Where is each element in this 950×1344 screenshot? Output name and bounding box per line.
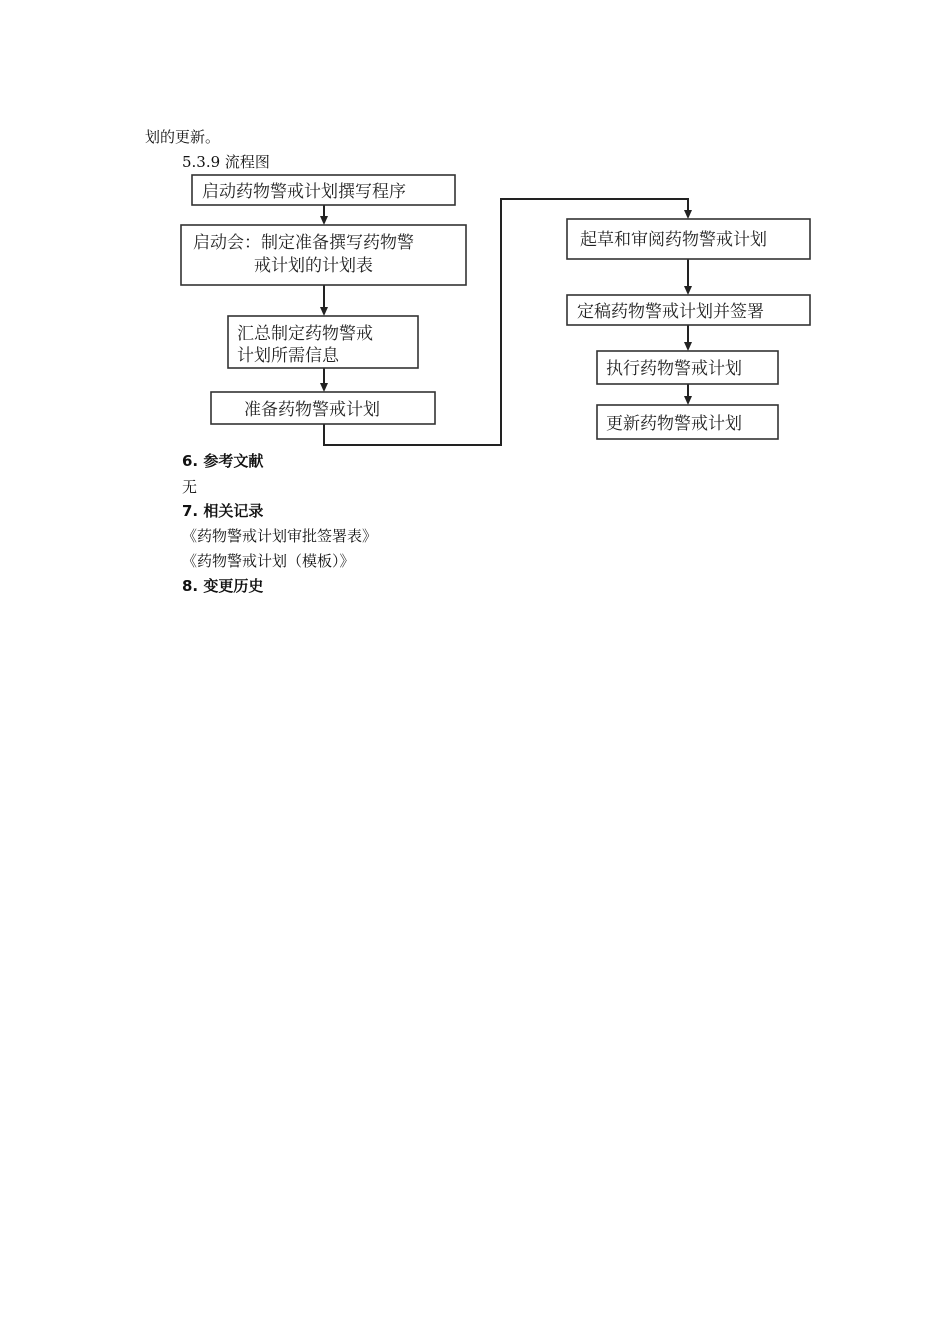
flow-step-text: 启动会：制定准备撰写药物警 <box>193 233 414 253</box>
section-7-heading: 7. 相关记录 <box>182 502 264 520</box>
flow-step-text: 起草和审阅药物警戒计划 <box>580 230 767 250</box>
flow-step-prepare-plan <box>211 392 435 424</box>
flow-step-kickoff-meeting <box>181 225 466 285</box>
flow-step-text: 执行药物警戒计划 <box>606 359 742 379</box>
section-6-heading: 6. 参考文献 <box>182 452 264 470</box>
flow-step-text: 更新药物警戒计划 <box>606 414 742 434</box>
flow-step-execute <box>597 351 778 384</box>
arrowhead-r1-r2 <box>684 286 692 295</box>
flow-step-finalize-sign <box>567 295 810 325</box>
flow-step-text: 汇总制定药物警戒 <box>237 324 373 344</box>
arrowhead-r2-r3 <box>684 342 692 351</box>
arrowhead-l3-l4 <box>320 383 328 392</box>
record-item: 《药物警戒计划（模板）》 <box>182 552 355 570</box>
flowchart <box>0 0 950 470</box>
flow-step-text: 启动药物警戒计划撰写程序 <box>202 182 406 202</box>
arrowhead-l1-l2 <box>320 216 328 225</box>
flow-step-text: 戒计划的计划表 <box>254 256 373 276</box>
section-8-heading: 8. 变更历史 <box>182 577 264 595</box>
flow-step-start-procedure <box>192 175 455 205</box>
flow-step-text: 定稿药物警戒计划并签署 <box>577 302 764 322</box>
arrowhead-r3-r4 <box>684 396 692 405</box>
flow-step-update <box>597 405 778 439</box>
record-item: 《药物警戒计划审批签署表》 <box>182 527 378 545</box>
arrowhead-l2-l3 <box>320 307 328 316</box>
continuation-text: 划的更新。 <box>145 128 221 146</box>
flow-step-collect-info <box>228 316 418 368</box>
section-6-body: 无 <box>182 478 198 496</box>
flow-step-text: 准备药物警戒计划 <box>244 400 380 420</box>
flow-step-text: 计划所需信息 <box>237 346 339 366</box>
arrowhead-left-to-right <box>684 210 692 219</box>
flow-step-draft-review <box>567 219 810 259</box>
flowchart-section-label: 5.3.9 流程图 <box>182 153 270 171</box>
